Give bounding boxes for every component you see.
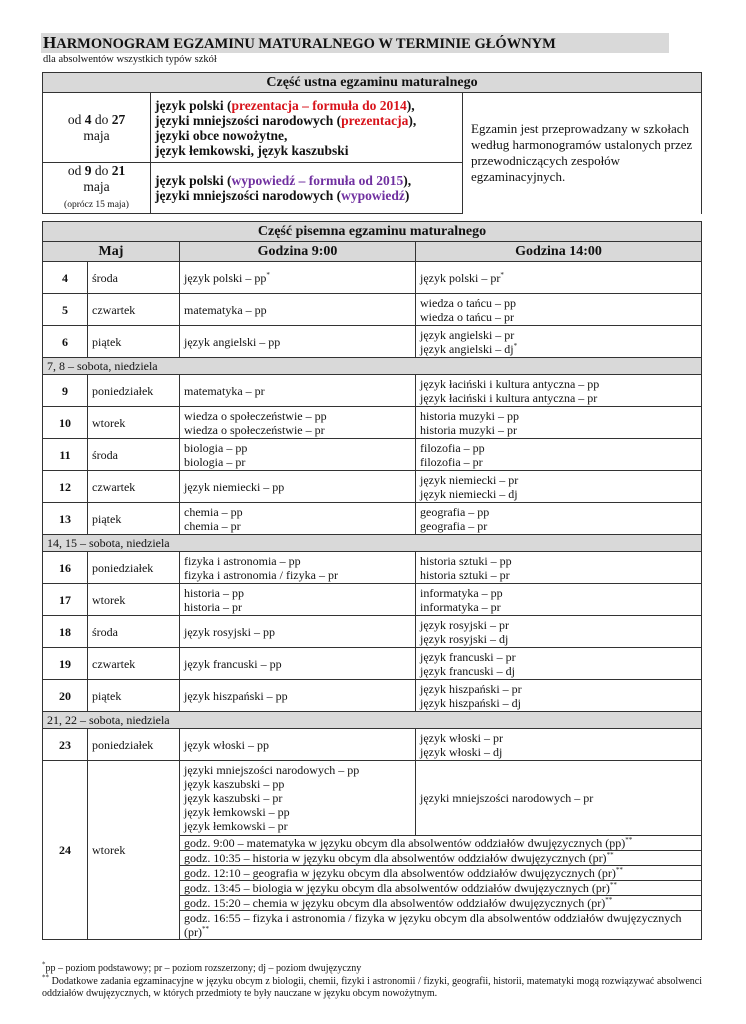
subject-entry: język francuski – pp [184,656,282,671]
title-text: ARMONOGRAM EGZAMINU MATURALNEGO W TERMINIE GŁÓWNYM [56,36,556,52]
bilingual-exam: godz. 13:45 – biologia w języku obcym dla absolwentów oddziałów dwujęzycznych (pr)** [180,881,702,896]
exam-day-row [43,616,702,648]
col-morning: Godzina 9:00 [180,242,416,262]
subject-entry: język rosyjski – dj [420,631,509,646]
weekday: środa [88,439,180,471]
subject-entry: język polski – pp [184,270,267,285]
weekday: wtorek [88,761,180,940]
col-afternoon: Godzina 14:00 [416,242,702,262]
subject-entry: biologia – pr [184,454,246,469]
day-number: 12 [43,471,88,503]
title-initial: H [43,33,57,52]
subject-entry: filozofia – pp [420,440,485,455]
morning-exams [180,680,416,712]
afternoon-exams [416,648,702,680]
subject-entry: wiedza o społeczeństwie – pr [184,422,325,437]
exam-day-row [43,407,702,439]
subject-entry: historia muzyki – pp [420,408,519,423]
exam-day-row [43,294,702,326]
day-number: 17 [43,584,88,616]
subject-entry: wiedza o społeczeństwie – pp [184,408,327,423]
page-title [41,33,669,53]
morning-exams [180,407,416,439]
day-number: 11 [43,439,88,471]
afternoon-exams [416,680,702,712]
subject-entry: wiedza o tańcu – pr [420,309,514,324]
afternoon-exams [416,616,702,648]
subject-entry: język włoski – dj [420,744,503,759]
page-subtitle: dla absolwentów wszystkich typów szkół [43,54,217,65]
afternoon-exams [416,439,702,471]
day-number: 19 [43,648,88,680]
weekday: środa [88,616,180,648]
exam-day-row [43,326,702,358]
morning-exams [180,761,416,836]
afternoon-exams [416,471,702,503]
morning-exams [180,648,416,680]
afternoon-exams: język angielski – pr język angielski – dj* [416,326,702,358]
day-number: 13 [43,503,88,535]
subject-entry: język rosyjski – pr [420,617,509,632]
weekday: poniedziałek [88,375,180,407]
subject-entry: wiedza o tańcu – pp [420,295,516,310]
subject-entry: język francuski – pr [420,649,516,664]
weekend-row: 14, 15 – sobota, niedziela [43,535,702,552]
subject-entry: matematyka – pp [184,302,267,317]
subject-entry: historia – pr [184,599,242,614]
afternoon-exams [416,407,702,439]
subject-entry: język kaszubski – pp [184,777,285,791]
weekday: wtorek [88,407,180,439]
subject-entry: język angielski – dj [420,341,514,356]
oral-subjects-1: język polski (prezentacja – formuła do 2014), języki mniejszości narodowych (prezentacja), języki obce nowożytne, język łemkowski, język kaszubski [151,93,463,163]
subject-entry: chemia – pr [184,518,241,533]
subject-entry: język hiszpański – pr [420,681,522,696]
footnotes [42,960,702,1001]
subject-entry: języki mniejszości narodowych – pp [184,763,360,777]
day-number: 10 [43,407,88,439]
subject-entry: fizyka i astronomia – pp [184,553,301,568]
day-number: 20 [43,680,88,712]
bilingual-exam: godz. 12:10 – geografia w języku obcym dla absolwentów oddziałów dwujęzycznych (pr)** [180,866,702,881]
day-number: 5 [43,294,88,326]
morning-exams [180,294,416,326]
morning-exams [180,439,416,471]
subject-entry: język francuski – dj [420,663,515,678]
subject-entry: geografia – pp [420,504,490,519]
subject-entry: historia muzyki – pr [420,422,517,437]
morning-exams [180,729,416,761]
weekday: poniedziałek [88,552,180,584]
weekday: piątek [88,326,180,358]
footnote-2: ** Dodatkowe zadania egzaminacyjne w języku obcym z biologii, chemii, fizyki i astronomii / fizyki, geografii, historii, matematyki mogą rozwiązywać absolwenci oddziałów dwujęzycznych, w których przedmioty te były nauczane w języku obcym nowożytnym. [42,973,702,999]
bilingual-exam: godz. 15:20 – chemia w języku obcym dla absolwentów oddziałów dwujęzycznych (pr)** [180,896,702,911]
weekday: czwartek [88,648,180,680]
afternoon-exams [416,584,702,616]
subject-entry: matematyka – pr [184,383,265,398]
morning-exams [180,326,416,358]
subject-entry: język rosyjski – pp [184,624,275,639]
afternoon-exams [416,294,702,326]
subject-entry: chemia – pp [184,504,243,519]
weekday: środa [88,262,180,294]
subject-entry: informatyka – pp [420,585,503,600]
morning-exams [180,584,416,616]
weekday: piątek [88,680,180,712]
written-exam-table [42,221,702,940]
morning-exams [180,552,416,584]
oral-heading: Część ustna egzaminu maturalnego [43,73,702,93]
subject-entry: historia sztuki – pr [420,567,510,582]
morning-exams: język polski – pp* [180,262,416,294]
subject-entry: biologia – pp [184,440,248,455]
afternoon-exams [416,375,702,407]
afternoon-exams: język polski – pr* [416,262,702,294]
subject-entry: język niemiecki – pr [420,472,519,487]
exam-day-row [43,761,702,836]
subject-entry: historia – pp [184,585,244,600]
oral-exam-table [42,72,702,214]
oral-dates-1: od 4 do 27 maja [43,93,151,163]
subject-entry: język niemiecki – pp [184,479,285,494]
day-number: 4 [43,262,88,294]
subject-entry: historia sztuki – pp [420,553,512,568]
weekday: czwartek [88,294,180,326]
subject-entry: język włoski – pr [420,730,503,745]
oral-note: Egzamin jest przeprowadzany w szkołach według harmonogramów ustalonych przez przewodniczących zespołów egzaminacyjnych. [463,93,702,214]
subject-entry: język hiszpański – pp [184,688,288,703]
afternoon-exams [416,552,702,584]
exam-day-row [43,680,702,712]
subject-entry: język niemiecki – dj [420,486,518,501]
subject-entry: język hiszpański – dj [420,695,521,710]
weekend-row: 7, 8 – sobota, niedziela [43,358,702,375]
exam-day-row [43,375,702,407]
subject-entry: informatyka – pr [420,599,501,614]
subject-entry: język angielski – pr [420,327,515,342]
oral-dates-2: od 9 do 21 maja (oprócz 15 maja) [43,163,151,214]
day-number: 9 [43,375,88,407]
subject-entry: fizyka i astronomia / fizyka – pr [184,567,338,582]
exam-day-row [43,503,702,535]
written-heading: Część pisemna egzaminu maturalnego [43,222,702,242]
weekend-row: 21, 22 – sobota, niedziela [43,712,702,729]
exam-day-row [43,262,702,294]
day-number: 6 [43,326,88,358]
footnote-1: *pp – poziom podstawowy; pr – poziom rozszerzony; dj – poziom dwujęzyczny [42,960,362,974]
subject-entry: język łemkowski – pr [184,819,288,833]
afternoon-exams: języki mniejszości narodowych – pr [416,761,702,836]
day-number: 18 [43,616,88,648]
morning-exams [180,471,416,503]
weekday: czwartek [88,471,180,503]
exam-day-row [43,552,702,584]
weekday: poniedziałek [88,729,180,761]
subject-entry: język polski – pr [420,270,501,285]
subject-entry: język łaciński i kultura antyczna – pr [420,390,598,405]
exam-day-row [43,439,702,471]
morning-exams [180,375,416,407]
weekday: piątek [88,503,180,535]
bilingual-exam: godz. 16:55 – fizyka i astronomia / fizyka w języku obcym dla absolwentów oddziałów dwujęzycznych (pr)** [180,911,702,940]
exam-day-row [43,584,702,616]
day-number: 24 [43,761,88,940]
afternoon-exams [416,503,702,535]
subject-entry: język włoski – pp [184,737,269,752]
subject-entry: język łaciński i kultura antyczna – pp [420,376,600,391]
morning-exams [180,616,416,648]
day-number: 16 [43,552,88,584]
subject-entry: język kaszubski – pr [184,791,283,805]
subject-entry: geografia – pr [420,518,488,533]
exam-day-row [43,648,702,680]
subject-entry: język łemkowski – pp [184,805,290,819]
bilingual-exam: godz. 9:00 – matematyka w języku obcym dla absolwentów oddziałów dwujęzycznych (pp)** [180,836,702,851]
afternoon-exams [416,729,702,761]
exam-day-row [43,729,702,761]
weekday: wtorek [88,584,180,616]
col-month: Maj [43,242,180,262]
morning-exams [180,503,416,535]
day-number: 23 [43,729,88,761]
bilingual-exam: godz. 10:35 – historia w języku obcym dla absolwentów oddziałów dwujęzycznych (pr)** [180,851,702,866]
exam-day-row [43,471,702,503]
subject-entry: filozofia – pr [420,454,483,469]
oral-subjects-2: język polski (wypowiedź – formuła od 2015), języki mniejszości narodowych (wypowiedź) [151,163,463,214]
subject-entry: język angielski – pp [184,334,281,349]
